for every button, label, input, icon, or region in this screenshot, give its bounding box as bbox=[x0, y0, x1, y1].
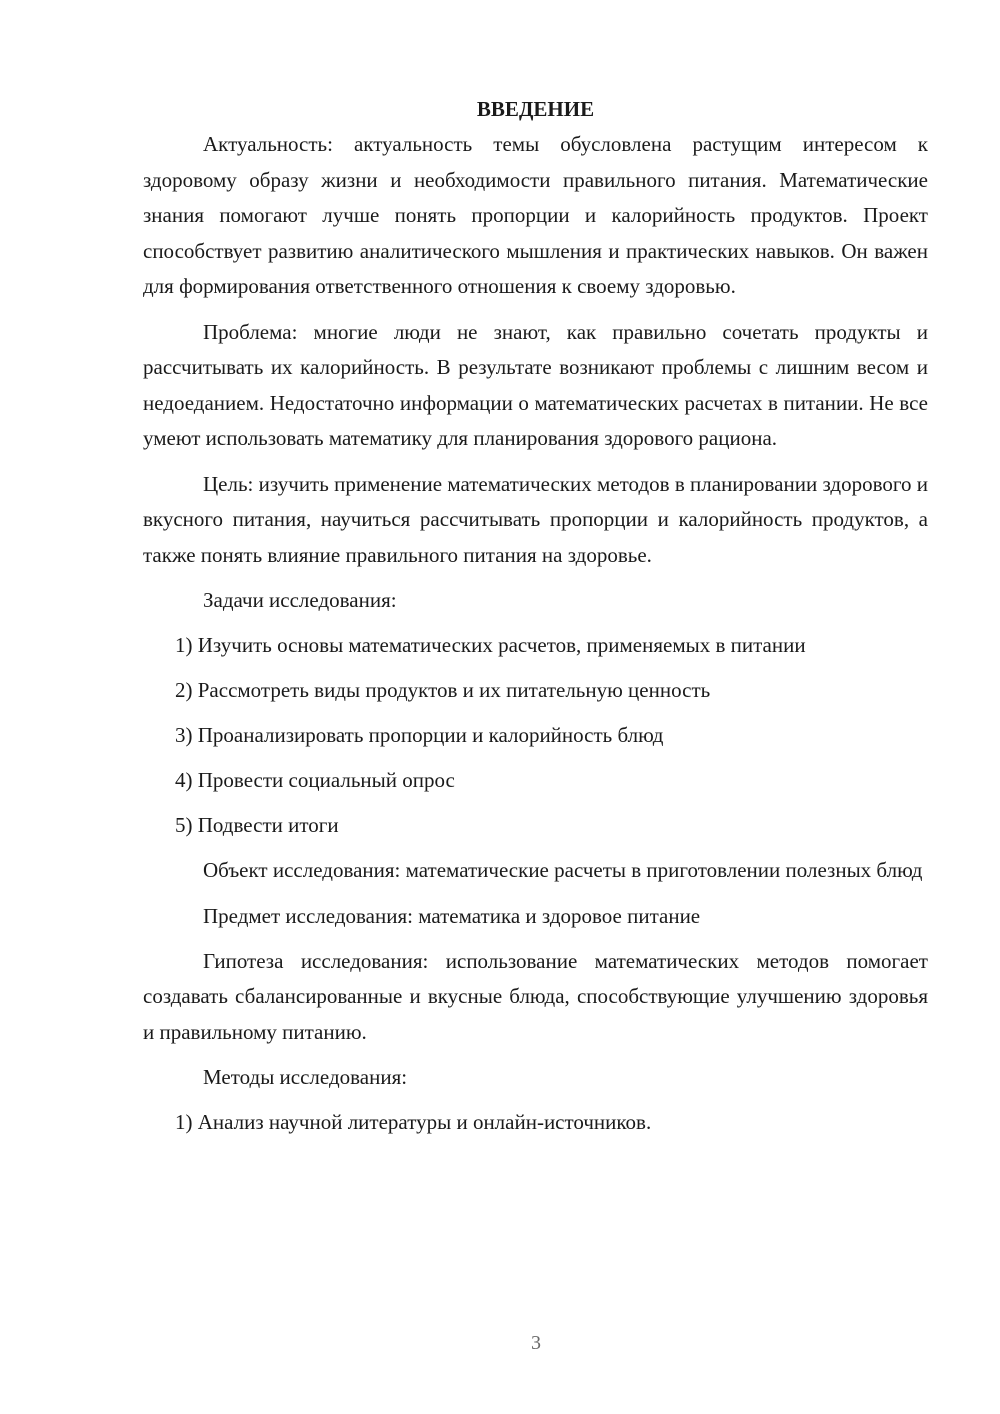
paragraph-object: Объект исследования: математические расчеты в приготовлении полезных блюд bbox=[203, 858, 923, 882]
paragraph-relevance: Актуальность: актуальность темы обусловлена растущим интересом к здоровому образу жизни и необходимости правильного питания. Математические знания помогают лучше понять пропорции и калорийность продуктов. Проект способствует развитию аналитического мышления и практических навыков. Он важен для формирования ответственного отношения к своему здоровью. bbox=[143, 132, 928, 298]
paragraph-subject: Предмет исследования: математика и здоровое питание bbox=[203, 903, 701, 928]
method-item: 1) Анализ научной литературы и онлайн-источников. bbox=[175, 1110, 652, 1134]
task-item: 2) Рассмотреть виды продуктов и их питательную ценность bbox=[175, 678, 711, 702]
page-title: ВВЕДЕНИЕ bbox=[476, 97, 595, 121]
methods-title: Методы исследования: bbox=[203, 1065, 408, 1089]
task-item: 4) Провести социальный опрос bbox=[175, 768, 455, 792]
task-item: 3) Проанализировать пропорции и калорийность блюд bbox=[175, 723, 664, 747]
paragraph-hypothesis: Гипотеза исследования: использование математических методов помогает создавать сбалансированные и вкусные блюда, способствующие улучшению здоровья и правильному питанию. bbox=[143, 948, 928, 1044]
paragraph-problem: Проблема: многие люди не знают, как правильно сочетать продукты и рассчитывать их калорийность. В результате возникают проблемы с лишним весом и недоеданием. Недостаточно информации о математических расчетах в питании. Не все умеют использовать математику для планирования здорового рациона. bbox=[143, 319, 928, 450]
page-number: 3 bbox=[531, 1332, 541, 1354]
tasks-title: Задачи исследования: bbox=[203, 588, 397, 612]
task-item: 1) Изучить основы математических расчетов, применяемых в питании bbox=[175, 633, 806, 657]
task-item: 5) Подвести итоги bbox=[175, 813, 339, 837]
paragraph-goal: Цель: изучить применение математических методов в планировании здорового и вкусного питания, научиться рассчитывать пропорции и калорийность продуктов, а также понять влияние правильного питания на здоровье. bbox=[143, 471, 928, 567]
document-page bbox=[143, 92, 928, 1150]
